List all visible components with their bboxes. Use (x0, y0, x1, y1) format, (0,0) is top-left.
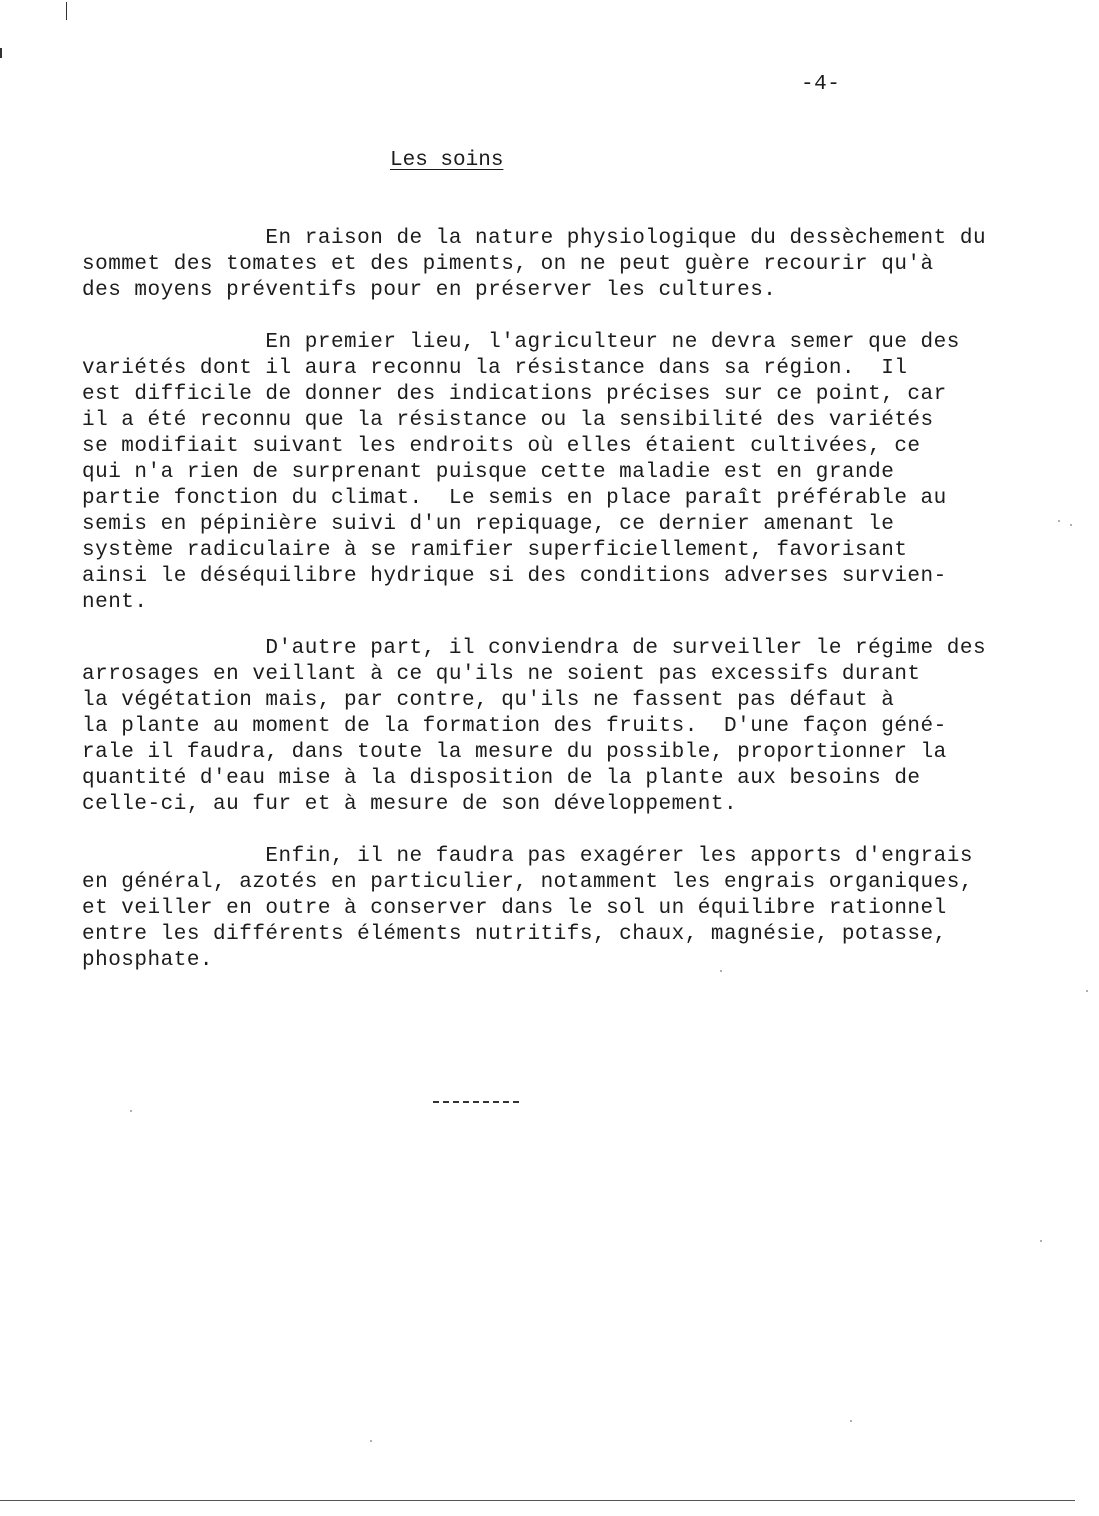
section-separator (433, 1101, 519, 1103)
paper-speck (370, 1440, 372, 1442)
paragraph: D'autre part, il conviendra de surveiller le régime des arrosages en veillant à ce qu'ils ne soient pas excessifs durant la végétation mais, par contre, qu'ils ne fassent pas défaut à la plante au moment de la formation des fruits. D'une façon géné- rale il faudra, dans toute la mesure du possible, proportionner la quantité d'eau mise à la disposition de la plante aux besoins de celle-ci, au fur et à mesure de son développement. (82, 637, 987, 816)
paper-speck (1058, 520, 1060, 522)
margin-mark (66, 2, 67, 20)
paragraph: Enfin, il ne faudra pas exagérer les apports d'engrais en général, azotés en particulier, notamment les engrais organiques, et veiller en outre à conserver dans le sol un équilibre rationnel entre les différents éléments nutritifs, chaux, magnésie, potasse, phosphate. (82, 845, 973, 972)
paragraph: En raison de la nature physiologique du dessèchement du sommet des tomates et des piments, on ne peut guère recourir qu'à des moyens préventifs pour en préserver les cultures. (82, 227, 987, 302)
paper-speck (130, 1110, 132, 1112)
page-number: -4- (801, 73, 841, 96)
section-heading: Les soins (390, 149, 504, 172)
margin-mark (0, 48, 2, 58)
paragraph: En premier lieu, l'agriculteur ne devra semer que des variétés dont il aura reconnu la résistance dans sa région. Il est difficile de donner des indications précises sur ce point, car il a été reconnu que la résistance ou la sensibilité des variétés se modifiait suivant les endroits où elles étaient cultivées, ce qui n'a rien de surprenant puisque cette maladie est en grande partie fonction du climat. Le semis en place paraît préférable au semis en pépinière suivi d'un repiquage, ce dernier amenant le système radiculaire à se ramifier superficiellement, favorisant ainsi le déséquilibre hydrique si des conditions adverses survien- nent. (82, 331, 960, 614)
paper-speck (850, 1420, 852, 1422)
paper-speck (1070, 524, 1072, 526)
page-bottom-line (0, 1500, 1075, 1501)
paper-speck (1040, 1240, 1042, 1242)
paper-speck (1086, 990, 1088, 992)
paper-speck (720, 970, 722, 972)
